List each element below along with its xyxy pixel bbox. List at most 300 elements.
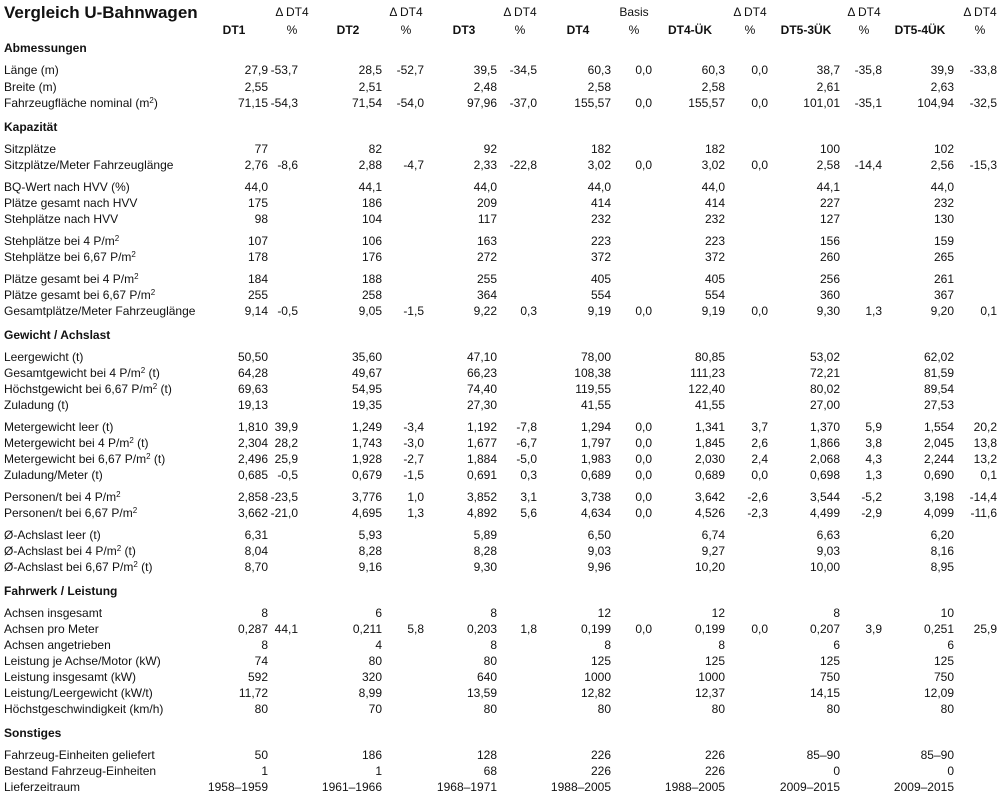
value-cell: 640: [476, 670, 497, 684]
delta-cell: -1,5: [403, 468, 424, 482]
value-cell: 592: [247, 670, 268, 684]
value-cell: 260: [819, 250, 840, 264]
value-cell: 6,63: [816, 528, 840, 542]
value-cell: 80: [940, 702, 954, 716]
value-cell: 1,797: [580, 436, 611, 450]
value-cell: 0,207: [809, 622, 840, 636]
value-cell: 108,38: [574, 366, 611, 380]
row-label: Höchstgeschwindigkeit (km/h): [4, 702, 164, 716]
value-cell: 70: [368, 702, 382, 716]
row-label: Lieferzeitraum: [4, 780, 81, 794]
header-pct: %: [286, 23, 298, 37]
delta-cell: 1,3: [407, 506, 424, 520]
value-cell: 49,67: [351, 366, 382, 380]
row-label: Personen/t bei 4 $P/m^2$: [4, 490, 121, 504]
header-pct: %: [514, 23, 526, 37]
value-cell: 750: [933, 670, 954, 684]
delta-cell: 1,0: [407, 490, 424, 504]
value-cell: 155,57: [688, 96, 725, 110]
value-cell: 554: [704, 288, 725, 302]
value-cell: 2,030: [694, 452, 725, 466]
value-cell: 1: [375, 764, 382, 778]
value-cell: 19,13: [237, 398, 268, 412]
delta-cell: 39,9: [274, 420, 298, 434]
row-label: Metergewicht bei 4 $P/m^2$ (t): [4, 436, 149, 450]
value-cell: 5,89: [473, 528, 497, 542]
delta-cell: 0,0: [635, 420, 652, 434]
value-cell: 176: [361, 250, 382, 264]
value-cell: 19,35: [351, 398, 382, 412]
value-cell: 11,72: [238, 686, 268, 700]
value-cell: 4,526: [694, 506, 725, 520]
delta-cell: 0,3: [520, 468, 537, 482]
value-cell: 232: [704, 212, 725, 226]
value-cell: 0,698: [809, 468, 840, 482]
value-cell: 9,30: [816, 304, 840, 318]
value-cell: 4,634: [580, 506, 611, 520]
value-cell: 3,198: [923, 490, 954, 504]
value-cell: 1,192: [466, 420, 497, 434]
delta-cell: -1,5: [403, 304, 424, 318]
value-cell: 360: [819, 288, 840, 302]
delta-cell: 3,8: [865, 436, 882, 450]
value-cell: 0,691: [466, 468, 497, 482]
delta-cell: 1,3: [865, 468, 882, 482]
value-cell: 8: [604, 638, 611, 652]
delta-cell: 25,9: [973, 622, 997, 636]
value-cell: 80: [483, 702, 497, 716]
row-label: Sitzplätze: [4, 142, 57, 156]
value-cell: 414: [590, 196, 611, 210]
value-cell: 175: [247, 196, 268, 210]
delta-cell: 4,3: [865, 452, 882, 466]
delta-cell: -2,6: [747, 490, 768, 504]
header-vehicle-dt4: DT4: [566, 23, 590, 37]
value-cell: 2,244: [923, 452, 954, 466]
delta-cell: 0,0: [751, 468, 768, 482]
value-cell: 8: [490, 638, 497, 652]
value-cell: 71,15: [237, 96, 268, 110]
value-cell: 2009–2015: [779, 780, 840, 794]
row-label: Plätze gesamt nach HVV: [4, 196, 138, 210]
value-cell: 81,59: [923, 366, 954, 380]
value-cell: 117: [477, 212, 497, 226]
delta-cell: 0,0: [751, 158, 768, 172]
value-cell: 44,0: [701, 180, 725, 194]
value-cell: 102: [933, 142, 954, 156]
delta-cell: -8,6: [277, 158, 298, 172]
header-pct: %: [858, 23, 870, 37]
value-cell: 265: [933, 250, 954, 264]
value-cell: 9,22: [473, 304, 497, 318]
delta-cell: -2,3: [747, 506, 768, 520]
value-cell: 3,776: [351, 490, 382, 504]
value-cell: 2,56: [930, 158, 954, 172]
value-cell: 8,95: [930, 560, 954, 574]
value-cell: 405: [590, 272, 611, 286]
value-cell: 0,199: [580, 622, 611, 636]
value-cell: 106: [361, 234, 382, 248]
value-cell: 156: [819, 234, 840, 248]
value-cell: 128: [476, 748, 497, 762]
value-cell: 6: [375, 606, 382, 620]
header-vehicle-dt5-3ük: DT5-3ÜK: [780, 23, 832, 37]
delta-cell: -33,8: [969, 63, 997, 77]
delta-cell: 0,0: [635, 436, 652, 450]
value-cell: 82: [368, 142, 382, 156]
value-cell: 255: [247, 288, 268, 302]
header-pct: %: [974, 23, 986, 37]
header-delta-label: Δ DT4: [389, 5, 423, 19]
value-cell: 0,199: [694, 622, 725, 636]
value-cell: 4,892: [466, 506, 497, 520]
delta-cell: 0,0: [635, 452, 652, 466]
value-cell: 0,679: [351, 468, 382, 482]
section-heading: Fahrwerk / Leistung: [4, 584, 118, 598]
value-cell: 66,23: [466, 366, 497, 380]
delta-cell: 0,0: [635, 63, 652, 77]
section-heading: Kapazität: [4, 120, 58, 134]
value-cell: 226: [704, 764, 725, 778]
value-cell: 256: [819, 272, 840, 286]
delta-cell: -5,2: [861, 490, 882, 504]
value-cell: 8,28: [358, 544, 382, 558]
value-cell: 155,57: [574, 96, 611, 110]
value-cell: 178: [247, 250, 268, 264]
value-cell: 8,04: [244, 544, 268, 558]
value-cell: 8,99: [358, 686, 382, 700]
row-label: Metergewicht bei 6,67 $P/m^2$ (t): [4, 452, 166, 466]
row-label: Höchstgewicht bei 6,67 $P/m^2$ (t): [4, 382, 172, 396]
row-label: Metergewicht leer (t): [4, 420, 114, 434]
delta-cell: 0,0: [635, 96, 652, 110]
value-cell: 188: [361, 272, 382, 286]
delta-cell: -11,6: [970, 506, 997, 520]
value-cell: 38,7: [816, 63, 840, 77]
value-cell: 10,00: [809, 560, 840, 574]
value-cell: 98: [254, 212, 268, 226]
value-cell: 9,14: [244, 304, 268, 318]
value-cell: 414: [704, 196, 725, 210]
delta-cell: 0,0: [751, 622, 768, 636]
value-cell: 39,5: [473, 63, 497, 77]
value-cell: 261: [933, 272, 954, 286]
value-cell: 364: [476, 288, 497, 302]
value-cell: 2009–2015: [893, 780, 954, 794]
value-cell: 1,743: [351, 436, 382, 450]
value-cell: 1,884: [466, 452, 497, 466]
delta-cell: 3,7: [751, 420, 768, 434]
value-cell: 8: [261, 606, 268, 620]
value-cell: 8: [261, 638, 268, 652]
header-delta-label: Δ DT4: [275, 5, 309, 19]
value-cell: 27,00: [809, 398, 840, 412]
row-label: Stehplätze nach HVV: [4, 212, 119, 226]
value-cell: 53,02: [809, 350, 840, 364]
value-cell: 2,76: [244, 158, 268, 172]
value-cell: 1,677: [466, 436, 497, 450]
value-cell: 1,983: [580, 452, 611, 466]
value-cell: 1961–1966: [321, 780, 382, 794]
value-cell: 3,02: [587, 158, 611, 172]
row-label: Leistung insgesamt (kW): [4, 670, 137, 684]
value-cell: 14,15: [809, 686, 840, 700]
delta-cell: -32,5: [969, 96, 997, 110]
value-cell: 9,30: [473, 560, 497, 574]
delta-cell: -4,7: [403, 158, 424, 172]
value-cell: 41,55: [580, 398, 611, 412]
header-vehicle-dt3: DT3: [452, 23, 476, 37]
delta-cell: -3,4: [403, 420, 424, 434]
delta-cell: 5,8: [407, 622, 424, 636]
delta-cell: 1,3: [865, 304, 882, 318]
value-cell: 2,33: [473, 158, 497, 172]
value-cell: 159: [933, 234, 954, 248]
value-cell: 0,685: [237, 468, 268, 482]
value-cell: 6,20: [930, 528, 954, 542]
delta-cell: -34,5: [509, 63, 537, 77]
value-cell: 4,499: [809, 506, 840, 520]
value-cell: 0,287: [237, 622, 268, 636]
delta-cell: -54,0: [396, 96, 424, 110]
delta-cell: -0,5: [277, 304, 298, 318]
delta-cell: -22,8: [509, 158, 537, 172]
value-cell: 104,94: [917, 96, 954, 110]
delta-cell: 5,6: [520, 506, 537, 520]
value-cell: 97,96: [466, 96, 497, 110]
value-cell: 4,099: [923, 506, 954, 520]
value-cell: 4,695: [351, 506, 382, 520]
delta-cell: 0,0: [635, 304, 652, 318]
value-cell: 6: [833, 638, 840, 652]
delta-cell: -37,0: [509, 96, 537, 110]
value-cell: 2,858: [237, 490, 268, 504]
value-cell: 9,19: [701, 304, 725, 318]
delta-cell: -2,7: [403, 452, 424, 466]
header-pct: %: [744, 23, 756, 37]
value-cell: 232: [590, 212, 611, 226]
value-cell: 107: [247, 234, 268, 248]
value-cell: 1,845: [694, 436, 725, 450]
row-label: Personen/t bei 6,67 $P/m^2$: [4, 506, 138, 520]
value-cell: 6,31: [244, 528, 268, 542]
value-cell: 209: [476, 196, 497, 210]
row-label: Achsen insgesamt: [4, 606, 103, 620]
value-cell: 6,50: [587, 528, 611, 542]
value-cell: 750: [819, 670, 840, 684]
value-cell: 1000: [584, 670, 611, 684]
value-cell: 80: [483, 654, 497, 668]
value-cell: 12,82: [580, 686, 611, 700]
value-cell: 184: [247, 272, 268, 286]
value-cell: 13,59: [466, 686, 497, 700]
value-cell: 2,88: [358, 158, 382, 172]
value-cell: 12: [597, 606, 611, 620]
value-cell: 92: [483, 142, 497, 156]
value-cell: 0,211: [352, 622, 382, 636]
value-cell: 372: [590, 250, 611, 264]
header-vehicle-dt1: DT1: [222, 23, 246, 37]
value-cell: 1968–1971: [436, 780, 497, 794]
row-label: Stehplätze bei 4 $P/m^2$: [4, 234, 120, 248]
value-cell: 77: [254, 142, 268, 156]
value-cell: 44,0: [587, 180, 611, 194]
value-cell: 0: [947, 764, 954, 778]
value-cell: 1: [261, 764, 268, 778]
value-cell: 9,27: [701, 544, 725, 558]
value-cell: 44,1: [358, 180, 382, 194]
value-cell: 9,05: [358, 304, 382, 318]
delta-cell: -7,8: [516, 420, 537, 434]
value-cell: 8: [718, 638, 725, 652]
value-cell: 8,70: [244, 560, 268, 574]
row-label: Achsen angetrieben: [4, 638, 111, 652]
value-cell: 41,55: [694, 398, 725, 412]
value-cell: 3,662: [237, 506, 268, 520]
value-cell: 72,21: [809, 366, 840, 380]
value-cell: 226: [590, 748, 611, 762]
delta-cell: 0,0: [751, 304, 768, 318]
value-cell: 60,3: [587, 63, 611, 77]
delta-cell: 44,1: [274, 622, 298, 636]
value-cell: 69,63: [237, 382, 268, 396]
value-cell: 9,96: [587, 560, 611, 574]
header-delta-label: Basis: [619, 5, 649, 19]
value-cell: 35,60: [351, 350, 382, 364]
value-cell: 80: [368, 654, 382, 668]
delta-cell: -14,4: [969, 490, 997, 504]
value-cell: 50,50: [237, 350, 268, 364]
value-cell: 2,58: [816, 158, 840, 172]
value-cell: 3,02: [701, 158, 725, 172]
value-cell: 186: [361, 196, 382, 210]
delta-cell: -35,8: [854, 63, 882, 77]
delta-cell: -0,5: [277, 468, 298, 482]
value-cell: 104: [361, 212, 382, 226]
value-cell: 71,54: [351, 96, 382, 110]
delta-cell: -54,3: [270, 96, 298, 110]
value-cell: 74,40: [466, 382, 497, 396]
delta-cell: -15,3: [969, 158, 997, 172]
row-label: Leergewicht (t): [4, 350, 84, 364]
value-cell: 44,1: [816, 180, 840, 194]
header-delta-label: Δ DT4: [963, 5, 997, 19]
row-label: Plätze gesamt bei 4 $P/m^2$: [4, 272, 139, 286]
value-cell: 6,74: [701, 528, 725, 542]
delta-cell: 0,1: [980, 304, 997, 318]
value-cell: 74: [254, 654, 268, 668]
value-cell: 80: [826, 702, 840, 716]
value-cell: 2,63: [930, 80, 954, 94]
value-cell: 80: [254, 702, 268, 716]
value-cell: 3,852: [466, 490, 497, 504]
value-cell: 60,3: [701, 63, 725, 77]
value-cell: 0,689: [580, 468, 611, 482]
value-cell: 554: [590, 288, 611, 302]
value-cell: 182: [704, 142, 725, 156]
row-label: Ø-Achslast bei 4 $P/m^2$ (t): [4, 544, 136, 558]
delta-cell: 0,0: [635, 490, 652, 504]
value-cell: 1,928: [351, 452, 382, 466]
value-cell: 125: [590, 654, 611, 668]
value-cell: 8,16: [930, 544, 954, 558]
value-cell: 9,16: [358, 560, 382, 574]
value-cell: 10: [940, 606, 954, 620]
value-cell: 44,0: [473, 180, 497, 194]
section-heading: Gewicht / Achslast: [4, 328, 111, 342]
value-cell: 125: [704, 654, 725, 668]
value-cell: 2,51: [358, 80, 382, 94]
value-cell: 78,00: [580, 350, 611, 364]
delta-cell: 0,0: [635, 506, 652, 520]
delta-cell: 1,8: [520, 622, 537, 636]
value-cell: 2,068: [809, 452, 840, 466]
delta-cell: -23,5: [270, 490, 298, 504]
header-pct: %: [400, 23, 412, 37]
value-cell: 227: [819, 196, 840, 210]
value-cell: 9,20: [930, 304, 954, 318]
value-cell: 0,689: [694, 468, 725, 482]
value-cell: 122,40: [688, 382, 725, 396]
row-label: Zuladung/Meter (t): [4, 468, 103, 482]
header-delta-label: Δ DT4: [847, 5, 881, 19]
row-label: Bestand Fahrzeug-Einheiten: [4, 764, 157, 778]
row-label: Gesamtgewicht bei 4 $P/m^2$ (t): [4, 366, 160, 380]
value-cell: 50: [254, 748, 268, 762]
value-cell: 232: [933, 196, 954, 210]
value-cell: 119,55: [575, 382, 611, 396]
section-heading: Abmessungen: [4, 41, 87, 55]
delta-cell: 25,9: [274, 452, 298, 466]
value-cell: 3,738: [580, 490, 611, 504]
delta-cell: -35,1: [854, 96, 882, 110]
value-cell: 9,19: [587, 304, 611, 318]
value-cell: 44,0: [930, 180, 954, 194]
value-cell: 80,02: [809, 382, 840, 396]
value-cell: 1,866: [809, 436, 840, 450]
row-label: Plätze gesamt bei 6,67 $P/m^2$: [4, 288, 156, 302]
value-cell: 367: [933, 288, 954, 302]
row-label: Ø-Achslast bei 6,67 $P/m^2$ (t): [4, 560, 153, 574]
value-cell: 258: [361, 288, 382, 302]
value-cell: 223: [704, 234, 725, 248]
delta-cell: 3,1: [520, 490, 537, 504]
value-cell: 27,53: [923, 398, 954, 412]
delta-cell: 2,4: [751, 452, 768, 466]
value-cell: 2,58: [701, 80, 725, 94]
value-cell: 163: [476, 234, 497, 248]
delta-cell: 0,3: [520, 304, 537, 318]
value-cell: 44,0: [244, 180, 268, 194]
header-delta-label: Δ DT4: [503, 5, 537, 19]
value-cell: 1000: [698, 670, 725, 684]
value-cell: 405: [704, 272, 725, 286]
value-cell: 3,642: [694, 490, 725, 504]
value-cell: 2,58: [587, 80, 611, 94]
row-label: Gesamtplätze/Meter Fahrzeuglänge: [4, 304, 196, 318]
delta-cell: -53,7: [270, 63, 298, 77]
delta-cell: -14,4: [854, 158, 882, 172]
header-vehicle-dt2: DT2: [336, 23, 360, 37]
row-label: Stehplätze bei 6,67 $P/m^2$: [4, 250, 136, 264]
row-label: BQ-Wert nach HVV (%): [4, 180, 130, 194]
value-cell: 8,28: [473, 544, 497, 558]
value-cell: 1,294: [580, 420, 611, 434]
value-cell: 1,249: [351, 420, 382, 434]
delta-cell: -3,0: [403, 436, 424, 450]
value-cell: 12: [711, 606, 725, 620]
value-cell: 9,03: [816, 544, 840, 558]
